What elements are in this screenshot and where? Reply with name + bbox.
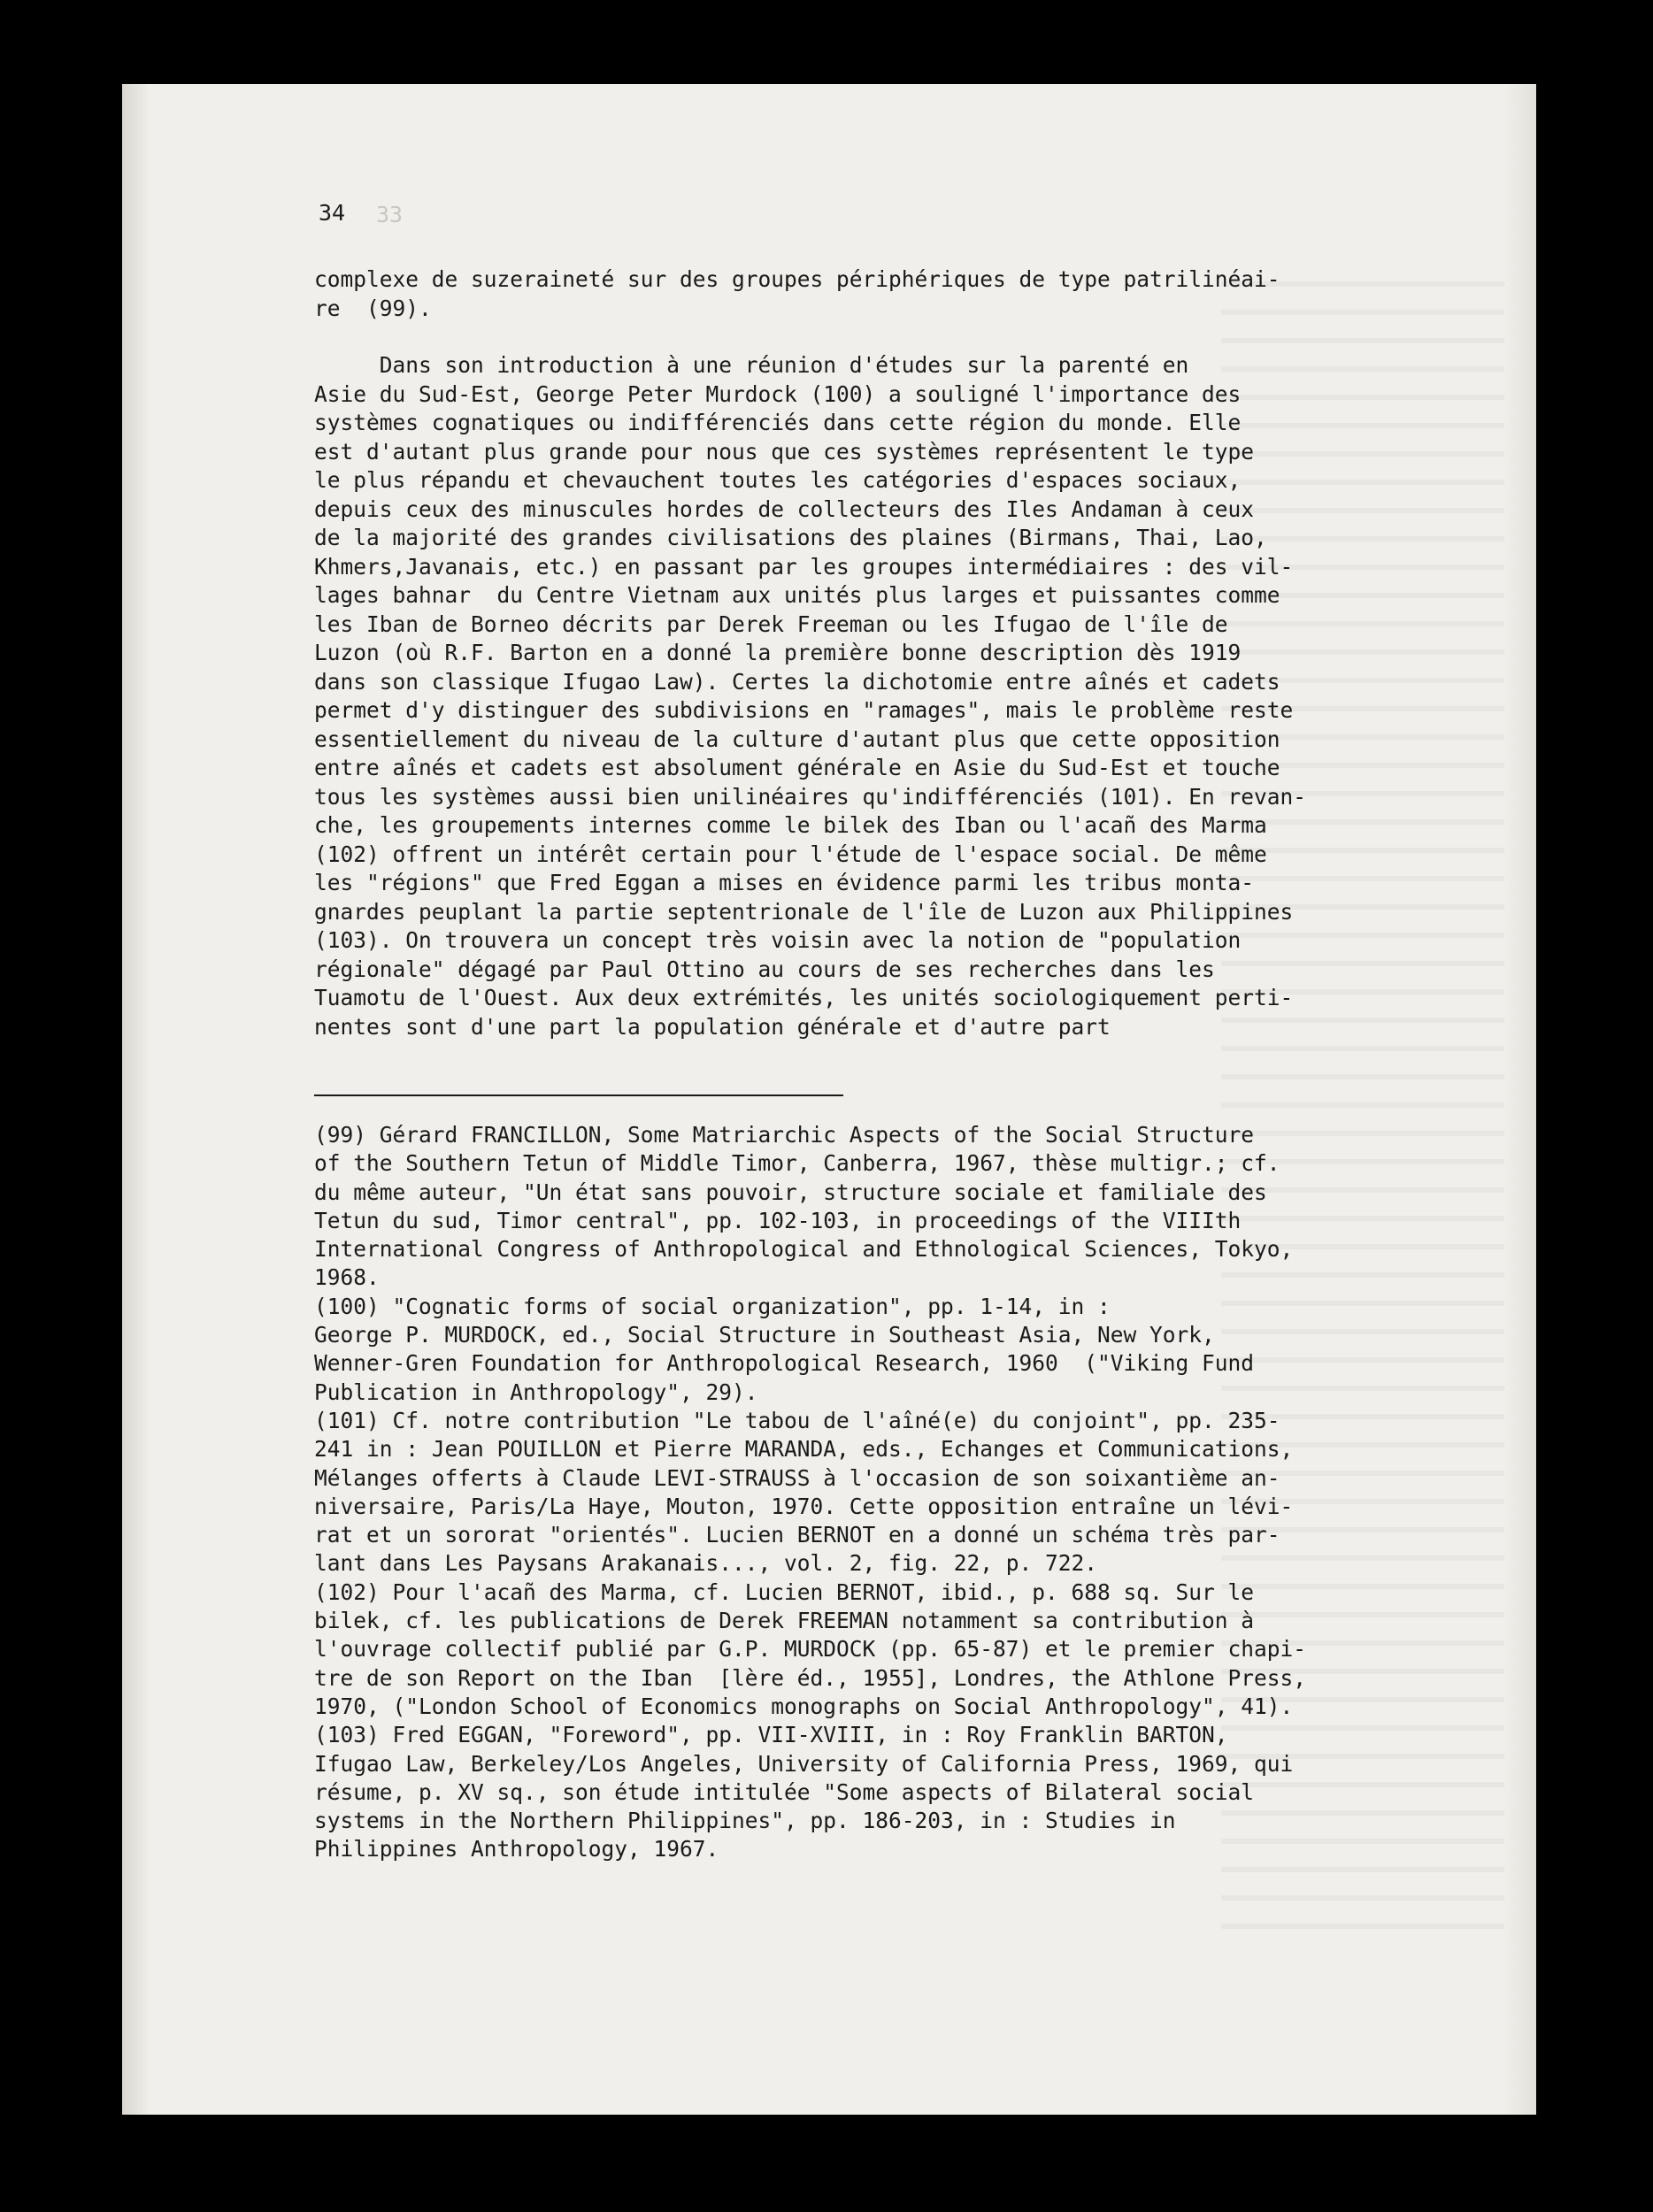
footnote-line: l'ouvrage collectif publié par G.P. MURDOCK (pp. 65-87) et le premier chapi-	[314, 1636, 1307, 1663]
main-body-text	[314, 265, 1394, 1041]
body-line: complexe de suzeraineté sur des groupes périphériques de type patrilinéai-	[314, 266, 1280, 292]
body-line: (103). On trouvera un concept très voisin avec la notion de "population	[314, 927, 1242, 953]
body-line: Asie du Sud-Est, George Peter Murdock (100) a souligné l'importance des	[314, 380, 1242, 407]
body-line: lages bahnar du Centre Vietnam aux unités plus larges et puissantes comme	[314, 582, 1280, 608]
body-line: les "régions" que Fred Eggan a mises en évidence parmi les tribus monta-	[314, 870, 1255, 895]
footnote-line: (102) Pour l'acañ des Marma, cf. Lucien BERNOT, ibid., p. 688 sq. Sur le	[314, 1578, 1255, 1605]
body-line: Khmers,Javanais, etc.) en passant par les groupes intermédiaires : des vil-	[314, 553, 1294, 580]
footnote-line: tre de son Report on the Iban [lère éd., 1955], Londres, the Athlone Press,	[314, 1664, 1307, 1691]
footnote-line: Publication in Anthropology", 29).	[314, 1379, 758, 1405]
footnote-line: 1968.	[314, 1264, 380, 1291]
body-line: essentiellement du niveau de la culture d'autant plus que cette opposition	[314, 726, 1280, 752]
page-right-edge	[1504, 84, 1536, 2115]
body-line: che, les groupements internes comme le bilek des Iban ou l'acañ des Marma	[314, 812, 1267, 838]
body-line: de la majorité des grandes civilisations des plaines (Birmans, Thai, Lao,	[314, 525, 1267, 550]
page-number: 34	[319, 200, 346, 226]
body-line: Tuamotu de l'Ouest. Aux deux extrémités, les unités sociologiquement perti-	[314, 985, 1294, 1010]
body-line: entre aînés et cadets est absolument générale en Asie du Sud-Est et touche	[314, 755, 1280, 780]
body-line: dans son classique Ifugao Law). Certes la dichotomie entre aînés et cadets	[314, 668, 1280, 695]
body-line: régionale" dégagé par Paul Ottino au cours de ses recherches dans les	[314, 956, 1215, 982]
body-line: re (99).	[314, 295, 432, 321]
footnote-line: 241 in : Jean POUILLON et Pierre MARANDA, eds., Echanges et Communications,	[314, 1436, 1294, 1463]
body-line: les Iban de Borneo décrits par Derek Freeman ou les Ifugao de l'île de	[314, 611, 1228, 637]
footnote-line: George P. MURDOCK, ed., Social Structure in Southeast Asia, New York,	[314, 1322, 1215, 1348]
body-line: systèmes cognatiques ou indifférenciés dans cette région du monde. Elle	[314, 410, 1242, 435]
body-line: depuis ceux des minuscules hordes de collecteurs des Iles Andaman à ceux	[314, 495, 1255, 522]
body-line: tous les systèmes aussi bien unilinéaires qu'indifférenciés (101). En revan-	[314, 783, 1307, 810]
footnote-line: Ifugao Law, Berkeley/Los Angeles, University of California Press, 1969, qui	[314, 1750, 1294, 1777]
footnote-line: Philippines Anthropology, 1967.	[314, 1836, 719, 1863]
body-line: (102) offrent un intérêt certain pour l'étude de l'espace social. De même	[314, 841, 1267, 867]
footnote-line: systems in the Northern Philippines", pp. 186-203, in : Studies in	[314, 1808, 1176, 1834]
footnote-separator-rule	[314, 1094, 843, 1096]
footnote-line: (103) Fred EGGAN, "Foreword", pp. VII-XVIII, in : Roy Franklin BARTON,	[314, 1722, 1228, 1748]
body-line: nentes sont d'une part la population générale et d'autre part	[314, 1013, 1111, 1040]
footnotes-section	[314, 1121, 1394, 1864]
body-line: le plus répandu et chevauchent toutes les catégories d'espaces sociaux,	[314, 467, 1242, 493]
body-line: gnardes peuplant la partie septentrionale de l'île de Luzon aux Philippines	[314, 898, 1294, 925]
footnote-line: Wenner-Gren Foundation for Anthropological Research, 1960 ("Viking Fund	[314, 1350, 1255, 1377]
footnote-line: (101) Cf. notre contribution "Le tabou de l'aîné(e) du conjoint", pp. 235-	[314, 1407, 1280, 1433]
footnote-line: Tetun du sud, Timor central", pp. 102-103, in proceedings of the VIIIth	[314, 1207, 1242, 1233]
footnote-line: Mélanges offerts à Claude LEVI-STRAUSS à l'occasion de son soixantième an-	[314, 1464, 1280, 1491]
body-line	[314, 323, 1394, 351]
footnote-line: bilek, cf. les publications de Derek FREEMAN notamment sa contribution à	[314, 1608, 1255, 1634]
body-line: est d'autant plus grande pour nous que ces systèmes représentent le type	[314, 438, 1255, 465]
body-line: Dans son introduction à une réunion d'études sur la parenté en	[314, 352, 1189, 378]
body-line: Luzon (où R.F. Barton en a donné la première bonne description dès 1919	[314, 640, 1242, 665]
footnote-line: niversaire, Paris/La Haye, Mouton, 1970. Cette opposition entraîne un lévi-	[314, 1493, 1294, 1519]
page-gutter-shadow	[122, 84, 149, 2115]
footnote-line: 1970, ("London School of Economics monographs on Social Anthropology", 41).	[314, 1693, 1294, 1719]
footnote-line: résume, p. XV sq., son étude intitulée "Some aspects of Bilateral social	[314, 1778, 1255, 1805]
footnote-line: (99) Gérard FRANCILLON, Some Matriarchic Aspects of the Social Structure	[314, 1122, 1255, 1148]
footnote-line: International Congress of Anthropological and Ethnological Sciences, Tokyo,	[314, 1236, 1294, 1263]
footnote-line: (100) "Cognatic forms of social organization", pp. 1-14, in :	[314, 1293, 1111, 1319]
footnote-line: of the Southern Tetun of Middle Timor, Canberra, 1967, thèse multigr.; cf.	[314, 1150, 1280, 1177]
footnote-line: rat et un sororat "orientés". Lucien BERNOT en a donné un schéma très par-	[314, 1522, 1280, 1548]
faint-page-mark: 33	[376, 202, 404, 227]
footnote-line: du même auteur, "Un état sans pouvoir, structure sociale et familiale des	[314, 1179, 1267, 1205]
body-line: permet d'y distinguer des subdivisions en "ramages", mais le problème reste	[314, 697, 1294, 723]
footnote-line: lant dans Les Paysans Arakanais..., vol. 2, fig. 22, p. 722.	[314, 1550, 1098, 1577]
